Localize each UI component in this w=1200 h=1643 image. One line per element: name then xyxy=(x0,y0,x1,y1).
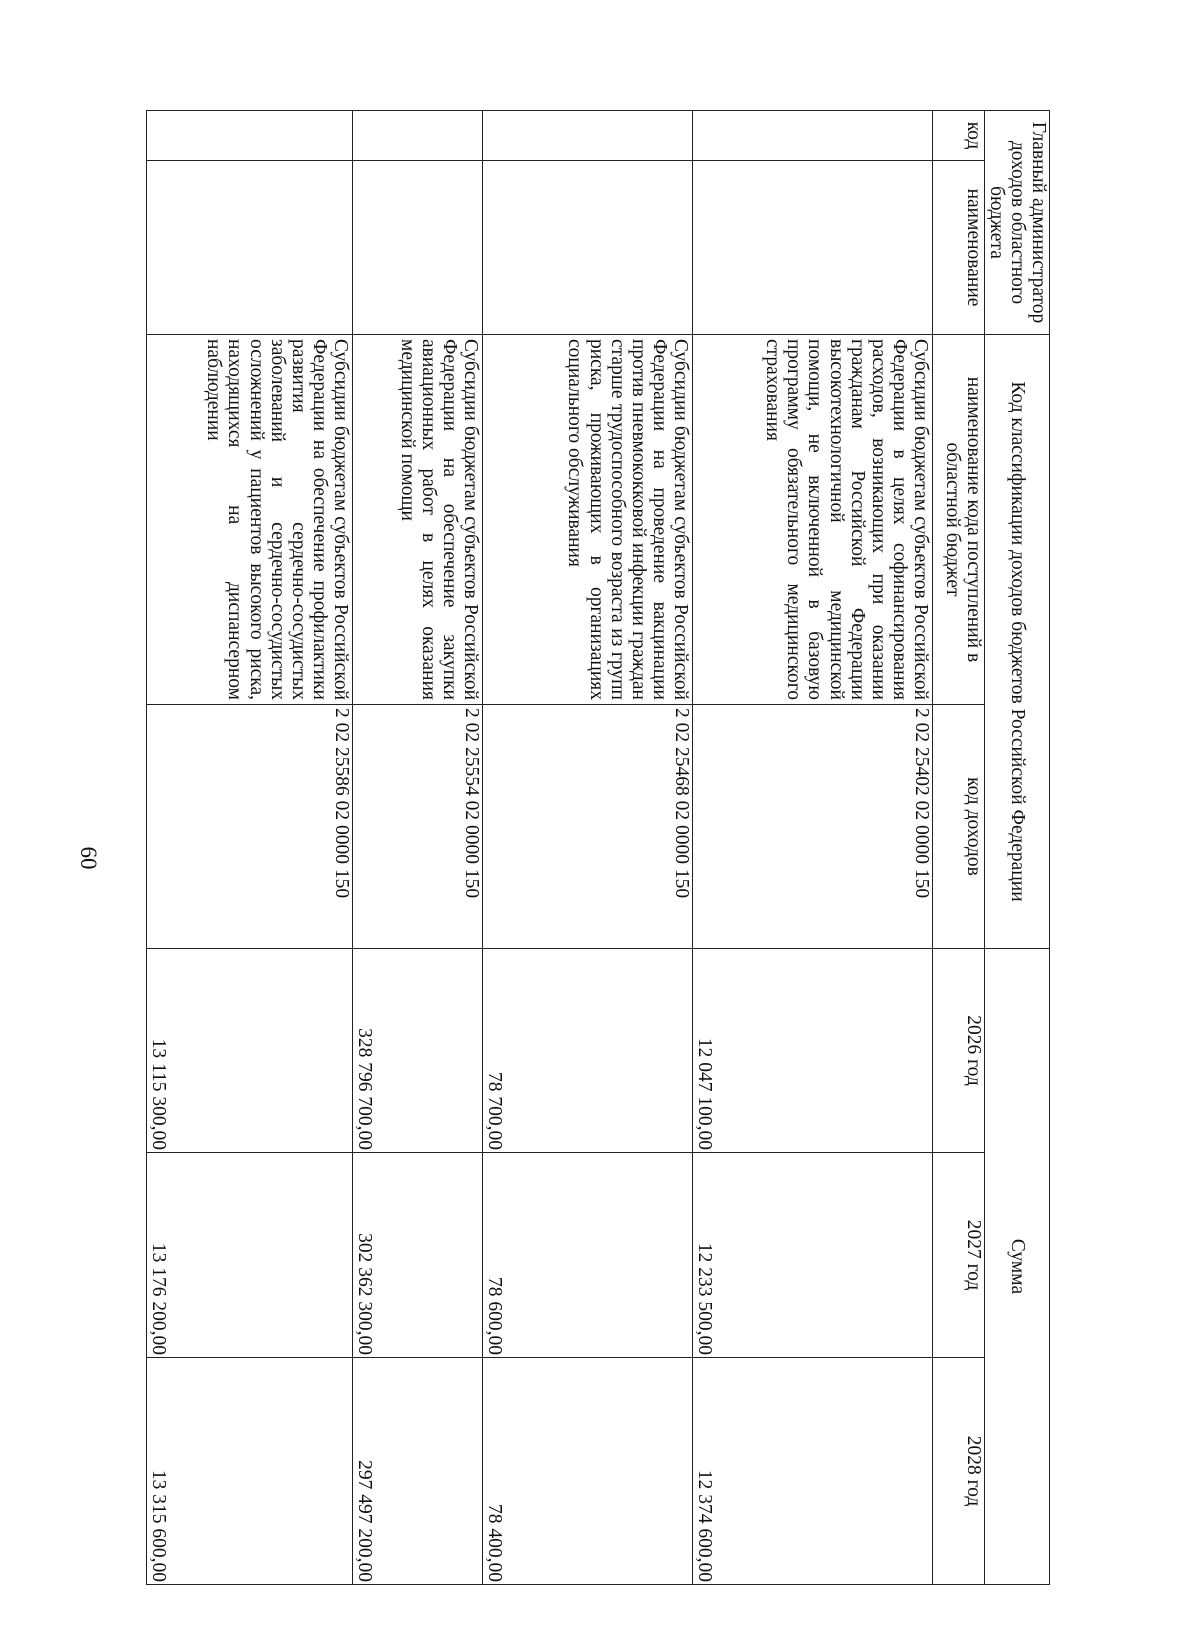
page-number: 60 xyxy=(76,846,101,870)
amount-2026-cell: 328 796 700,00 xyxy=(353,949,483,1153)
revenue-code-cell: 2 02 25402 02 0000 150 xyxy=(693,705,933,949)
amount-2028-cell: 13 315 600,00 xyxy=(147,1358,353,1585)
header-year-2027: 2027 год xyxy=(933,1153,985,1358)
table-row xyxy=(147,111,353,1585)
admin-code-cell xyxy=(147,111,353,161)
header-classification-group: Код классификации доходов бюджетов Российской Федерации xyxy=(985,335,1050,949)
amount-2027-cell: 302 362 300,00 xyxy=(353,1153,483,1358)
table-row xyxy=(353,111,483,1585)
revenue-code-cell: 2 02 25554 02 0000 150 xyxy=(353,705,483,949)
amount-2028-cell: 297 497 200,00 xyxy=(353,1358,483,1585)
header-col-name: наименование xyxy=(933,161,985,335)
admin-code-cell xyxy=(693,111,933,161)
revenue-name-cell: Субсидии бюджетам субъектов Российской Федерации на обеспечение закупки авиационных работ в целях оказания медицинской помощи xyxy=(353,335,483,705)
admin-code-cell xyxy=(353,111,483,161)
rotated-table-wrapper xyxy=(147,110,1050,1584)
amount-2027-cell: 78 600,00 xyxy=(483,1153,693,1358)
admin-name-cell xyxy=(483,161,693,335)
header-sum-group: Сумма xyxy=(985,949,1050,1585)
amount-2027-cell: 12 233 500,00 xyxy=(693,1153,933,1358)
table-row xyxy=(693,111,933,1585)
admin-name-cell xyxy=(353,161,483,335)
amount-2026-cell: 78 700,00 xyxy=(483,949,693,1153)
revenue-name-cell: Субсидии бюджетам субъектов Российской Федерации на проведение вакцинации против пневмококковой инфекции граждан старше трудоспособного возраста из групп риска, проживающих в организациях социального обслуживания xyxy=(483,335,693,705)
amount-2028-cell: 78 400,00 xyxy=(483,1358,693,1585)
table-row xyxy=(483,111,693,1585)
header-col-revenue-name: наименование кода поступлений в областной бюджет xyxy=(933,335,985,705)
admin-name-cell xyxy=(693,161,933,335)
revenue-name-cell: Субсидии бюджетам субъектов Российской Федерации на обеспечение профилактики развития сердечно-сосудистых заболеваний и сердечно-сосудистых осложнений у пациентов высокого риска, находящихся на диспансерном наблюдении xyxy=(147,335,353,705)
header-col-code: код xyxy=(933,111,985,161)
amount-2026-cell: 12 047 100,00 xyxy=(693,949,933,1153)
amount-2027-cell: 13 176 200,00 xyxy=(147,1153,353,1358)
admin-name-cell xyxy=(147,161,353,335)
revenue-code-cell: 2 02 25468 02 0000 150 xyxy=(483,705,693,949)
amount-2026-cell: 13 115 300,00 xyxy=(147,949,353,1153)
revenue-code-cell: 2 02 25586 02 0000 150 xyxy=(147,705,353,949)
header-year-2028: 2028 год xyxy=(933,1358,985,1585)
header-admin-group: Главный администратор доходов областного бюджета xyxy=(985,111,1050,335)
header-col-revenue-code: код доходов xyxy=(933,705,985,949)
revenue-name-cell: Субсидии бюджетам субъектов Российской Федерации в целях софинансирования расходов, возникающих при оказании гражданам Российской Федерации высокотехнологичной медицинской помощи, не включенной в базовую программу обязательного медицинского страхования xyxy=(693,335,933,705)
header-year-2026: 2026 год xyxy=(933,949,985,1153)
admin-code-cell xyxy=(483,111,693,161)
amount-2028-cell: 12 374 600,00 xyxy=(693,1358,933,1585)
revenue-table xyxy=(146,110,1050,1585)
